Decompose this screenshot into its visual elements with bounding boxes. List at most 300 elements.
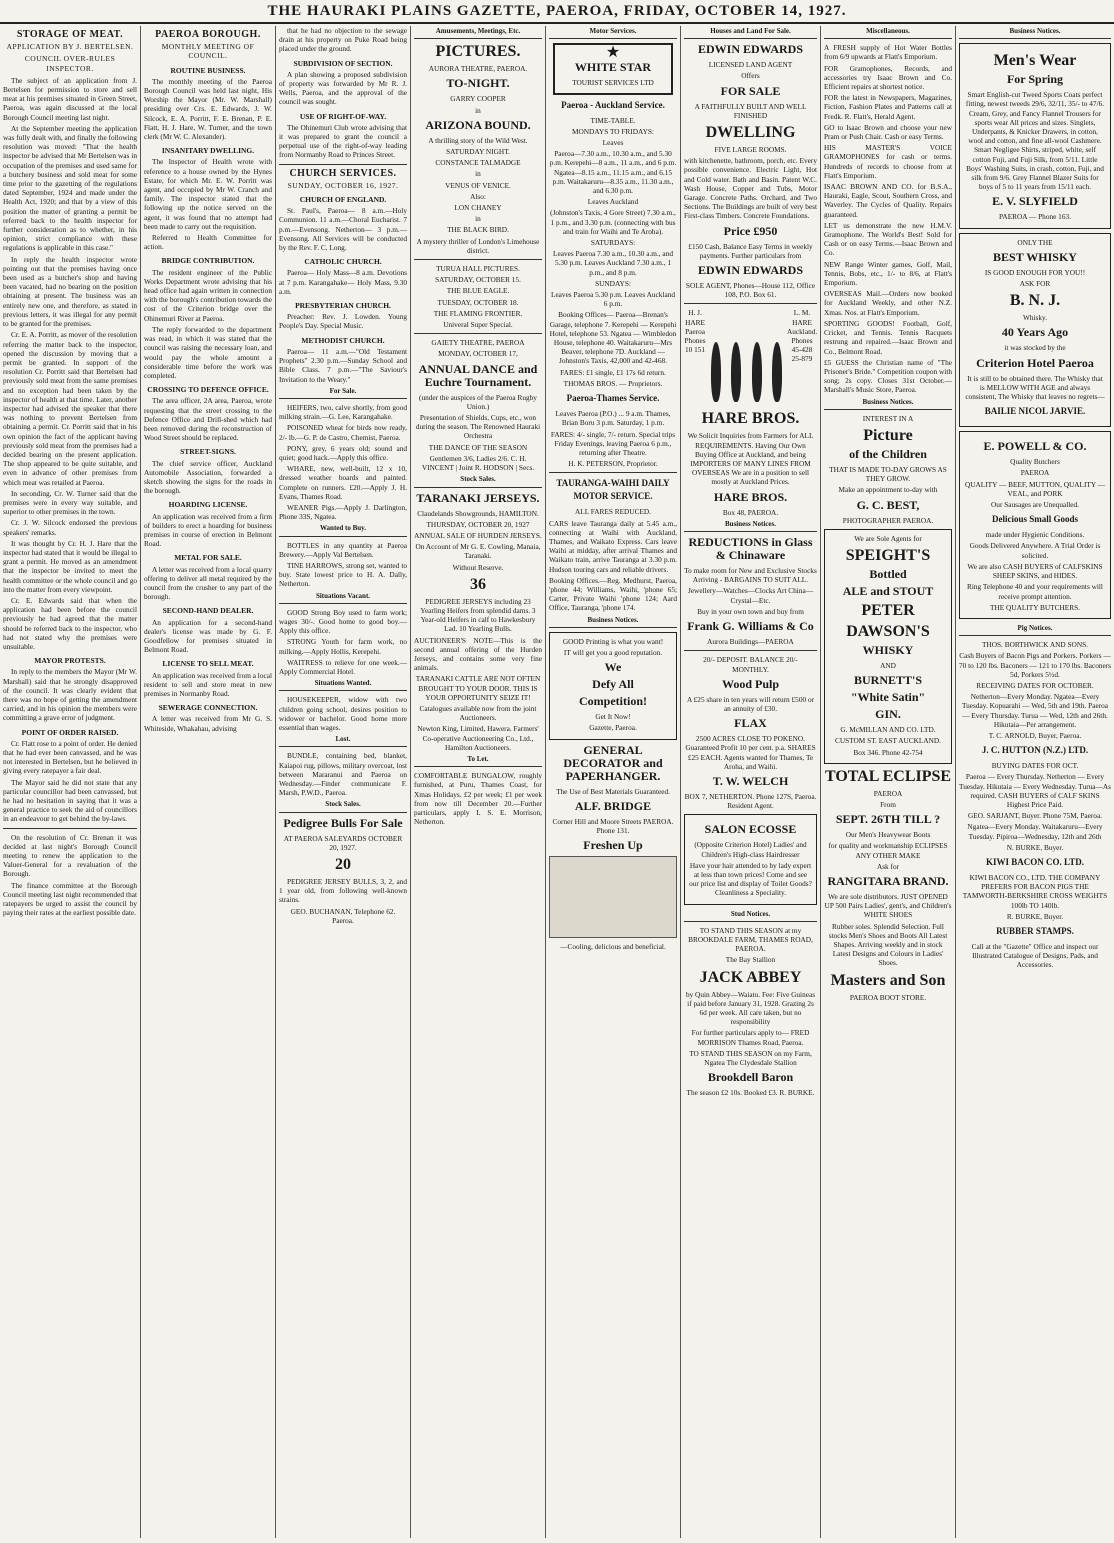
white-satin: "White Satin" (850, 690, 926, 705)
borthwick: THOS. BORTHWICK AND SONS. (982, 640, 1088, 650)
classified-ad: GOOD Strong Boy used to farm work; wages 30/-. Good home to good boy.—Apply this office. (279, 607, 407, 636)
ale-stout: ALE and STOUT (842, 583, 934, 598)
ask-for: ASK FOR (1019, 279, 1051, 289)
buy-local: Buy in your own town and buy from (697, 606, 804, 616)
sarjant: GEO. SARJANT, Buyer. Phone 75M, Paeroa. (967, 811, 1103, 821)
times: (Johnston's Taxis, 4 Gore Street) 7.30 a.m., 1 p.m., and 3.30 p.m. (connecting with bus and train for Waihi and Te Aroha). (550, 208, 676, 236)
event-title: ANNUAL DANCE and Euchre Tournament. (418, 361, 538, 389)
article-title: PAEROA BOROUGH. (155, 29, 261, 40)
column-heading: Pig Notices. (959, 623, 1111, 636)
rubber-body: Rubber soles. Splendid Selection. Full stocks Men's Shoes and Boots All Latest Shapes. Arriving weekly and in stock Latest Designs and Colours in Ladies' Shoes. (828, 921, 948, 968)
classified-ad: HOUSEKEEPER, widow with two children going school, desires position to widower or bachelor. Good home more essential than wages. (279, 695, 407, 732)
appointment: Make an appointment to-day with (838, 485, 938, 495)
burke-body: Ngatea—Every Monday. Waitakaruru—Every Tuesday. Pipiroa—Wednesday, 12th and 26th (967, 822, 1103, 841)
days: SATURDAYS: (590, 238, 636, 248)
burnetts: BURNETT'S (853, 673, 923, 688)
bailie-nicol-jarvie: BAILIE NICOL JARVIE. (984, 406, 1086, 417)
stallion: The Bay Stallion (725, 955, 776, 965)
criterion-hotel: Criterion Hotel Paeroa (976, 355, 1094, 370)
eclipse-town: PAEROA (873, 788, 903, 798)
column-heading: Business Notices. (959, 26, 1111, 39)
deposit: 20/- DEPOSIT. BALANCE 20/- MONTHLY. (703, 655, 798, 674)
arnold: T. C. ARNOLD, Buyer, Paeroa. (988, 730, 1082, 740)
salon-sub: (Opposite Criterion Hotel) Ladies' and Children's High-class Hairdresser (694, 840, 807, 859)
for-spring: For Spring (1006, 72, 1064, 87)
proprietors: H. K. PETERSON, Proprietor. (568, 459, 658, 469)
church-schedule: Preacher: Rev. J. Lowden. Young People's Day. Special Music. (279, 312, 407, 331)
paragraph: The resident engineer of the Public Works Department wrote advising that his head office had again written in connection with the borough's contribution towards the cost of the Criterion bridge over the Ohinemuri River at Paeroa. (144, 267, 272, 323)
hare-phones: H. J. HARE Paeroa Phones 10 151 (684, 308, 706, 355)
bulls-count: 20 (335, 856, 351, 874)
paragraph: The Inspector of Health wrote with reference to a house owned by the Hynes Estate, for which Mr. E. W. Porritt was agent, and occupied by Mr W. Cranch and family. The inspector stated that the following up the notice served on the agent, it was found that no attempt had been made to carry out the requisition. (144, 157, 272, 231)
distributor-address: CUSTOM ST. EAST AUCKLAND. (834, 736, 942, 746)
leaves: Leaves (602, 138, 624, 148)
decorator-title: GENERAL DECORATOR and PAPERHANGER. (563, 742, 663, 783)
film-title: THE FLAMING FRONTIER. (433, 308, 523, 318)
kiwi-bacon: KIWI BACON CO. LTD. (986, 856, 1084, 867)
church-schedule: Paeroa— 11 a.m.—"Old Testament Prophets" 2.30 p.m.—Sunday School and Bible Class. 7 p.m.—"The Saviour's Invitation to the Weary." (279, 346, 407, 384)
masthead: THE HAURAKI PLAINS GAZETTE, PAEROA, FRIDAY, OCTOBER 14, 1927. (0, 0, 1114, 24)
classified-ad: PONY, grey, 6 years old; sound and quiet; good hack.—Apply this office. (279, 443, 407, 462)
divider (279, 164, 407, 165)
of-the-children: of the Children (849, 446, 927, 461)
divider (3, 828, 137, 829)
hutton: J. C. HUTTON (N.Z.) LTD. (981, 745, 1089, 756)
hare-body: We Solicit Inquiries from Farmers for ALL REQUIREMENTS. Having Our Own Buying Office at Auckland, and being IMPORTERS OF MANY LINES FROM OVERSEAS We are in a position to sell mostly at Auckland Prices. (687, 431, 814, 487)
paragraph: The Ohinemuri Club wrote advising that it was prepared to grant the council a perpetual use of the right-of-way leading from Normanby Road to Princes Street. (279, 122, 407, 160)
jack-abbey: JACK ABBEY (699, 968, 802, 986)
misc-ad: GO to Isaac Brown and choose your new Pram or Push Chair. Cash or easy Terms. (824, 122, 952, 142)
times: Paeroa—7.30 a.m., 10.30 a.m., and 5.30 p.m. Kerepehi—8 a.m., 11 a.m., and 6 p.m. Ngatea—8.15 a.m., 11.15 a.m., and 6.15 p.m. Waitakaruru—8.35 a.m., 11.30 a.m., and 6.30 p.m. (549, 149, 677, 196)
peter: PETER (861, 601, 915, 619)
boots-title: Our Men's Heavywear Boots (845, 830, 931, 840)
article-subtitle: APPLICATION BY J. BERTELSEN. (6, 42, 134, 52)
misc-ad: A FRESH supply of Hot Water Bottles from 6/9 upwards at Flatt's Emporium. (824, 43, 952, 62)
sale-footer: TARANAKI CATTLE ARE NOT OFTEN BROUGHT TO YOUR DOOR. THIS IS YOUR OPPORTUNITY SEIZE IT! (415, 674, 541, 702)
hare-header (684, 308, 817, 406)
gazette: Gazette, Paeroa. (589, 723, 637, 733)
classified-heading: Lost. (279, 734, 407, 747)
classified-ad: TINE HARROWS, strong set, wanted to buy. State lowest price to H. A. Dally, Netherton. (279, 560, 407, 589)
mens-wear-ad (959, 43, 1111, 228)
stud-stand: TO STAND THIS SEASON on my Farm, Ngatea The Clydesdale Stallion (689, 1048, 812, 1067)
divider (414, 333, 542, 334)
column-heading: Stud Notices. (684, 909, 817, 922)
show-date: MONDAY, OCTOBER 17, (438, 349, 518, 359)
sale-title: TARANAKI JERSEYS. (416, 490, 540, 505)
column-paeroa-borough (140, 26, 275, 1538)
divider (684, 303, 817, 304)
article-subtitle: MONTHLY MEETING OF COUNCIL. (161, 42, 255, 61)
column-heading: Business Notices. (684, 519, 817, 532)
service-title: TAURANGA-WAIHI DAILY MOTOR SERVICE. (556, 478, 670, 502)
auctioneer-note: AUCTIONEER'S NOTE—This is the second annual offering of the Hurden Jerseys, and contains some very fine animals. (414, 635, 542, 673)
flax-body: 2500 ACRES CLOSE TO POKENO. Guaranteed Profit 10 per cent. p.a. SHARES £25 EACH. Agents wanted for Thames, Te Aroha, and Waihi. (685, 734, 816, 771)
column-storage-of-meat (0, 26, 140, 1538)
frank-williams: Frank G. Williams & Co (687, 619, 814, 634)
paragraph: The area officer, 2A area, Paeroa, wrote requesting that the street crossing to the Defence Office and Drill-shed which had been removed during the reconstruction of Wood Street should be replaced. (144, 396, 272, 443)
obtained: It is still to be obtained there. The Whisky that is MELLOW WITH AGE and always consistent, The Whisky that leaves no regrets— (965, 373, 1105, 402)
classified-ad: BUNDLE, containing bed, blanket, Kaiapoi rug, pillows, military overcoat, lost between Mararanui and Paeroa on Wednesday.—Finder communicate F. Marsh, P.W.D., Paeroa. (279, 751, 407, 798)
eclipse-from: From (880, 799, 896, 809)
theatre-name: GAIETY THEATRE, PAEROA (431, 338, 525, 348)
delivered: Goods Delivered Anywhere. A Trial Order is solicited. (969, 541, 1101, 560)
bnj-whisky: Whisky. (1022, 313, 1048, 323)
fares: ALL FARES REDUCED. (574, 507, 651, 517)
jewellery: Jewellery—Watches—Clocks Art China—Crystal—Etc. (687, 586, 814, 605)
distributor: G. McMILLAN AND CO. LTD. (840, 725, 936, 735)
film-title: THE BLACK BIRD. (447, 225, 509, 235)
misc-ad: FOR the latest in Newspapers, Magazines, Fiction, Fashion Plates and Patterns call at Fredk. R. Flatt's, Herald Agent. (824, 93, 952, 121)
theatre-name: TURUA HALL PICTURES. (436, 264, 520, 274)
classified-ad: STRONG Youth for farm work, no milking.—Apply Hollis, Kerepehi. (279, 637, 407, 656)
powell: E. POWELL & CO. (983, 439, 1087, 454)
brookdell-body: The season £2 10s. Booked £3. R. BURKE. (686, 1088, 815, 1098)
misc-ad: FOR Gramophones, Records, and accessories try Isaac Brown and Co. Efficient repairs at shortest notice. (824, 63, 952, 92)
jack-abbey-body: by Quin Abbey—Waiatu. Fee: Five Guineas if paid before January 31, 1928. Grazing 2s 6d per week. All care taken, but no responsibility (685, 989, 816, 1027)
printing-line: IT will get you a good reputation. (563, 647, 663, 657)
sole-agents: We are Sole Agents for (854, 533, 922, 543)
reductions: REDUCTIONS in Glass & Chinaware (688, 535, 813, 563)
gin: GIN. (875, 707, 901, 722)
church-services-title: CHURCH SERVICES. (289, 167, 397, 179)
hare-bros-footer: HARE BROS. (713, 489, 788, 504)
paragraph: Cr. E. Edwards said that when the application had been before the council previously he had agreed that the matter should be referred back to the inspector, who had not stated why the premises were unsuitable. (3, 595, 137, 651)
only-the: ONLY THE (1017, 237, 1053, 247)
boot-store: PAEROA BOOT STORE. (849, 992, 927, 1002)
misc-ad: LET us demonstrate the new H.M.V. Gramophone. The World's Best! Sold for Cash or on easy Terms.—Isaac Brown and Co. (824, 220, 952, 258)
proprietors: THOMAS BROS. — Proprietors. (563, 378, 663, 388)
section-heading: USE OF RIGHT-OF-WAY. (299, 111, 387, 121)
price: Price £950 (723, 223, 778, 238)
defy-line: Defy All (592, 677, 634, 692)
kiwi-body: KIWI BACON CO., LTD. THE COMPANY PREFERS FOR BACON PIGS THE TAMWORTH-BERKSHIRE CROSS WEIGHTS 100lb TO 140lb. (962, 872, 1108, 910)
classified-heading: Situations Vacant. (279, 591, 407, 604)
salon-title: SALON ECOSSE (704, 822, 797, 837)
boots-body: for quality and workmanship ECLIPSES ANY OTHER MAKE (828, 841, 948, 860)
service-title: Paeroa-Thames Service. (566, 393, 660, 404)
best-whisky: BEST WHISKY (993, 249, 1077, 264)
star-name: GARRY COOPER (450, 94, 506, 104)
section-heading: BRIDGE CONTRIBUTION. (161, 256, 255, 266)
days: SUNDAYS: (595, 278, 631, 288)
rangitara-brand: RANGITARA BRAND. (827, 873, 949, 888)
also-text: Also: (470, 191, 486, 201)
sale-reserve: Without Reserve. (452, 562, 504, 572)
paragraph: Cr. J. W. Silcock endorsed the previous speakers' remarks. (3, 518, 137, 537)
masters-and-son: Masters and Son (830, 971, 946, 989)
quality-list: QUALITY — BEEF, MUTTON, QUALITY — VEAL, and PORK (964, 479, 1105, 498)
salon-ad (684, 814, 817, 904)
column-heading: Stock Sales. (414, 474, 542, 487)
article-subtitle: COUNCIL OVER-RULES INSPECTOR. (24, 54, 116, 73)
paragraph: At the September meeting the application was fully dealt with, and finally the following resolution was moved: "That the health inspector be advised that Mr Bertelsen was in occupation of the premises and used same for a butchery business and sold meat for some time prior to the gazetting of the regulations dated September, 1924 and made under the Health Act, 1920; and that by a view of this position the matter of granting a permit be referred back to the health inspector for further consideration as to whether, in his opinion, strict compliance with these regulations is applicable in this case." (3, 123, 137, 253)
classified-ad: HEIFERS, two, calve shortly, from good milking strain.—G. Lee, Karangahake. (279, 402, 407, 422)
times: Leaves Paeroa 5.30 p.m. Leaves Auckland 6 p.m. (550, 290, 675, 309)
paragraph: An application was received from a firm of builders to erect a hoarding for business premises in course of erection in Belmont Road. (144, 511, 272, 549)
defy-line: We (604, 660, 622, 675)
fares: FARES: £1 single, £1 17s 6d return. (560, 367, 666, 377)
rubber-stamps-body: Call at the "Gazette" Office and inspect our Illustrated Catalogue of Designs, Pads, and Accessories. (971, 941, 1099, 970)
event-body: Presentation of Shields, Cups, etc., won during the season. The Renowned Hauraki Orchestra (415, 413, 541, 441)
section-heading: POINT OF ORDER RAISED. (21, 727, 119, 737)
column-business-notices (955, 26, 1114, 1538)
column-houses-and-land (680, 26, 820, 1538)
paragraph: The Mayor said he did not state that any particular councillor had been canvassed, but he had no hesitation in saying that it was a general practice to seek the aid of councillors in an endeavour to get behind the by-laws. (3, 777, 137, 824)
bottled: Bottled (869, 566, 907, 581)
column-heading: Business Notices. (824, 397, 952, 410)
divider (549, 472, 677, 473)
mens-wear-body: Smart English-cut Tweed Sports Coats perfect fitting, newest tweeds 29/6, 32/11, 35/- to 47/6. Cream, Grey, and Fancy Flannel Trousers for sports wear All prices and sizes. Singlets, Underpants, & Knicker Drawers, in cotton, wool and cotton, and fine all-wool Cashmere. Smart Negligee Shirts, striped, white, self cotton Fuji, and Fuji Silk, from 5/11. Little Boys' Washing Suits, in crash, cotton, Fuji, and silk from 9/6. Grey Flannel Blazer Suits for boys of 5 to 11 years from 15/11 each. (965, 90, 1105, 192)
r-burke: R. BURKE, Buyer. (1006, 911, 1064, 921)
film-description: A mystery thriller of London's Limehouse district. (416, 236, 540, 255)
in-text: in (475, 105, 481, 115)
sausages: Our Sausages are Unequalled. (991, 500, 1079, 510)
agent-name: EDWIN EDWARDS (697, 263, 804, 278)
times: Leaves Paeroa 7.30 a.m., 10.30 a.m., and 5.30 p.m. Leaves Auckland 7.30 a.m., 1 p.m., and 8 p.m. (553, 249, 673, 277)
misc-ad: HIS MASTER'S VOICE GRAMOPHONES for cash or terms. Hundreds of records to choose from at Flatt's Emporium. (824, 143, 952, 180)
hare-phones: L. M. HARE Auckland. Phones 45-428 25-879 (787, 308, 818, 364)
printing-line: GOOD Printing is what you want! (562, 636, 664, 646)
section-heading: CROSSING TO DEFENCE OFFICE. (147, 385, 269, 395)
section-heading: SEWERAGE CONNECTION. (158, 703, 258, 713)
wood-pulp-body: A £25 share in ten years will return £500 or an annuity of £30. (686, 694, 815, 713)
paragraph: Cr. Flatt rose to a point of order. He denied that he had ever been canvassed, and he was not interested in Bertelsen, but he believed in giving every ratepayer a fair deal. (3, 738, 137, 776)
decorator-name: ALF. BRIDGE (574, 798, 652, 813)
column-miscellaneous (820, 26, 955, 1538)
star-icon: ★ (605, 44, 621, 62)
church-date: SUNDAY, OCTOBER 16, 1927. (287, 180, 399, 190)
show-date: TUESDAY, OCTOBER 18. (437, 297, 519, 307)
hare-bros-logo: HARE BROS. (701, 410, 800, 428)
photographer-name: G. C. BEST, (856, 497, 920, 512)
decorator-address: Corner Hill and Moore Streets PAEROA. Phone 131. (552, 816, 674, 835)
made-today: THAT IS MADE TO-DAY GROWS AS THEY GROW. (829, 464, 947, 484)
agent-name: EDWIN EDWARDS (697, 42, 804, 57)
sale-account: On Account of Mr G. E. Cowling, Manaia, Taranaki. (415, 542, 541, 561)
dwelling: DWELLING (705, 124, 796, 142)
paragraph: In reply to the members the Mayor (Mr W. Marshall) said that he strongly disapproved of the council. It was clearly evident that there was no hope of getting the amendment carried, and in his opinion the members were committing a grave error of judgment. (3, 667, 137, 723)
times: Leaves Paeroa (P.O.) ... 9 a.m. Thames, Brian Boru 3 p.m. Saturday, 1 p.m. (555, 409, 671, 428)
column-heading: Motor Services. (549, 26, 677, 39)
classified-heading: Stock Sales. (279, 799, 407, 812)
quality-butchers-footer: THE QUALITY BUTCHERS. (990, 602, 1080, 612)
total-eclipse: TOTAL ECLIPSE (824, 767, 952, 785)
paragraph: The reply forwarded to the department was read, in which it was stated that the council was raising the necessary loan, and would pay the whole amount a considerable time before the work was completed. (144, 324, 272, 380)
section-heading: SUBDIVISION OF SECTION. (293, 58, 393, 68)
distributor-phone: Box 346. Phone 42-754 (853, 747, 923, 757)
event-prices: Gentlemen 3/6, Ladies 2/6. C. H. VINCENT | Joint R. HODSON | Secs. (421, 453, 535, 473)
wood-pulp: Wood Pulp (721, 676, 780, 691)
stocked: it was stocked by the (1004, 343, 1066, 353)
paragraph: It was thought by Cr. H. J. Hare that the inspector had stated that it would be illegal to grant a permit. He moved as an amendment that the inspector be invited to meet the health committee or the whole council and go into the matter from every viewpoint. (3, 538, 137, 594)
section-heading: LICENSE TO SELL MEAT. (162, 659, 254, 669)
ask-for: Ask for (876, 861, 900, 871)
white-star-banner (553, 43, 673, 94)
church-name: CATHOLIC CHURCH. (304, 257, 382, 267)
brookdell-baron: Brookdell Baron (707, 1070, 794, 1085)
good-enough: IS GOOD ENOUGH FOR YOU!! (984, 267, 1086, 277)
star-name: CONSTANCE TALMADGE (435, 158, 521, 168)
column-heading: Houses and Land For Sale. (684, 26, 817, 39)
interest: INTEREST IN A (862, 413, 914, 423)
mens-wear: Men's Wear (993, 52, 1077, 70)
paragraph: An application for a second-hand dealer's license was made by G. F. Goodfellow for premises situated in Belmont Road. (144, 617, 272, 655)
speights: SPEIGHT'S (845, 546, 931, 564)
sale-date: THURSDAY, OCTOBER 20, 1927 (426, 519, 530, 529)
whisky: WHISKY (862, 642, 914, 657)
column-heading: To Let. (414, 754, 542, 767)
rubber-stamps: RUBBER STAMPS. (996, 925, 1074, 936)
agent-title: LICENSED LAND AGENT (708, 60, 793, 70)
film-title: ARIZONA BOUND. (425, 117, 531, 132)
event-tagline: THE DANCE OF THE SEASON (428, 442, 528, 452)
buying-body: Paeroa — Every Thursday. Netherton — Every Tuesday. Hikutaia — Every Wednesday. Turua—As required. CASH BUYERS of CALF SKINS Highest Price Paid. (959, 772, 1111, 809)
hare-box: Box 48, PAEROA. (722, 507, 779, 517)
quality-butchers: Quality Butchers (1010, 457, 1060, 467)
bulls-sale-footer: GEO. BUCHANAN, Telephone 62. Paeroa. (290, 906, 396, 925)
section-heading: INSANITARY DWELLING. (161, 146, 255, 156)
column-council-and-classifieds (275, 26, 410, 1538)
misc-ad: NEW Range Winter games, Golf, Mail, Tennis, Bobs, etc., 1/- to 8/6, at Flatt's Emporium. (824, 259, 952, 288)
in-text: in (475, 169, 481, 179)
days: MONDAYS TO FRIDAYS: (572, 126, 654, 136)
jack-abbey-apply: For further particulars apply to— FRED MORRISON Thames Road, Paeroa. (691, 1028, 810, 1047)
timetable: TIME-TABLE. (590, 115, 636, 125)
whisky-ad (959, 233, 1111, 428)
classified-ad: BOTTLES in any quantity at Paeroa Brewery.—Apply Val Bertelsen. (279, 540, 407, 559)
event-sponsor: (under the auspices of the Paeroa Rugby Union.) (419, 392, 537, 411)
times: CARS leave Tauranga daily at 5.45 a.m., connecting at Waihi with Auckland, Thames, and Waikato Express. Cars leave Waihi at midday, after arrival Thames and Waikato train, arrive Tauranga at 3.30 p.m. Hudson touring cars and reliable drivers. (549, 518, 677, 574)
column-heading: Miscellaneous. (824, 26, 952, 39)
classified-ad: WAITRESS to relieve for one week.—Apply Commercial Hotel. (279, 657, 407, 676)
misc-ad: SPORTING GOODS! Football, Golf, Cricket, and Tennis. Tennis Racquets restrung and repaired.—Isaac Brown and Co., Belmont Road. (824, 318, 952, 356)
freshen-sub: —Cooling, delicious and beneficial. (560, 942, 666, 952)
column-motor-services (545, 26, 680, 1538)
sale-venue: Claudelands Showgrounds, HAMILTON. (417, 508, 539, 518)
buying-dates: BUYING DATES FOR OCT. (991, 761, 1079, 771)
jersey-count: 36 (470, 575, 486, 593)
picture: Picture (863, 426, 913, 444)
frank-address: Aurora Buildings—PAEROA (707, 637, 794, 647)
theatre-name: AURORA THEATRE, PAEROA. (428, 64, 528, 74)
classified-heading: Situations Wanted. (279, 678, 407, 691)
film-description: A thrilling story of the Wild West. (428, 135, 528, 145)
paragraph: Cr. E. A. Porritt, as mover of the resolution referring the matter back to the inspector, opened the discussion by moving that a permit be granted. In support of the resolution Cr. Porritt said that Bertelsen had previously sold meat from the same premises and no exception had been taken by the inspector of health at that time. Later, another inspector had advised the speaker that there was nothing to prevent Bertelsen from obtaining a permit. Cr. Porritt said that in his own opinion the fact of the applicant having previously sold meat from the premises had a decided bearing on the present application. The shop appeared to be quite suitable, and even in advance of other premises from which meat was retailed at Paeroa. (3, 330, 137, 487)
misc-ad: £5 GUESS the Christian name of "The Prisoner's Bride." Competition coupon with song; 2s copy. Closes 31st October.—Marshall's Music Store, Paeroa. (824, 357, 952, 395)
photographer-title: PHOTOGRAPHER PAEROA. (842, 515, 934, 525)
receiving-dates: RECEIVING DATES FOR OCTOBER. (976, 680, 1094, 690)
welch: T. W. WELCH (712, 773, 789, 788)
paragraph: Referred to Health Committee for action. (144, 233, 272, 252)
rooms: FIVE LARGE ROOMS. (714, 145, 787, 155)
church-schedule: St. Paul's, Paeroa— 8 a.m.—Holy Communion. 11 a.m.—Choral Eucharist. 7 p.m.—Evensong. Netherton— 3 p.m.—Evensong. All Services will be conducted by the Rev. F. C. Long. (279, 206, 407, 253)
booking: Booking Offices— Paeroa—Brenan's Garage, telephone 7. Kerepehi — Kerepehi Hotel, telephone 53. Ngatea — Wimbledon House, telephone 40. Waitakaruru—Mrs Beaver, telephone 7D. Auckland — Johnston's Taxis, 42,000 and 42-468. (549, 310, 677, 366)
classified-ad: WEANER Pigs.—Apply J. Darlington, Phone 33S, Ngatea. (279, 502, 407, 522)
church-name: PRESBYTERIAN CHURCH. (295, 301, 391, 311)
flax: FLAX (734, 716, 767, 731)
route: Paeroa - Auckland Service. (561, 99, 665, 110)
paragraph: An application was received from a local resident to sell and store meat in new premises in Normanby Road. (144, 670, 272, 698)
ring: Ring Telephone 40 and your requirements will receive prompt attention. (967, 582, 1103, 601)
slyfield-address: PAEROA — Phone 163. (999, 212, 1071, 222)
printing-ad (549, 632, 677, 740)
sale-body: PEDIGREE JERSEYS including 23 Yearling Heifers from splendid dams. 3 Year-old Heifers in calf to Hawkesbury Lad. 10 Yearling Bulls. (420, 596, 536, 634)
receiving-body: Netherton—Every Monday. Ngatea—Every Tuesday. Kopuarahi — Wed, 5th and 19th. Paeroa — Every Thursday. Turua — Wed, 12th and 26th. Hikutaia—Per arrangement. (961, 692, 1109, 729)
section-heading: MAYOR PROTESTS. (34, 656, 106, 666)
star-name: LON CHANEY (454, 203, 502, 213)
film-title: THE BLUE EAGLE. (446, 286, 510, 296)
paragraph: The monthly meeting of the Paeroa Borough Council was held last night, His Worship the Mayor (Mr. W. Marshall) presiding over Crs. E. Edwards, J. W. Silcock, E. A. Porritt, F. E. Brenan, P. E. Flatt, H. J. Hare, W. Turner, and the town clerk (Mr W. C. Alexander). (144, 76, 272, 142)
paragraph: A letter was received from a local quarry offering to deliver all metal required by the council from the crusher to any part of the borough. (144, 564, 272, 602)
film-title: VENUS OF VENICE. (445, 180, 511, 190)
saturday-night: SATURDAY NIGHT. (446, 147, 510, 157)
offers: Offers (741, 71, 760, 81)
section-heading: SECOND-HAND DEALER. (162, 606, 254, 616)
bulls-sale-title: Pedigree Bulls For Sale (283, 815, 403, 830)
white-star-title: WHITE STAR (574, 60, 652, 75)
film-description: Univeral Super Special. (443, 320, 513, 330)
church-name: METHODIST CHURCH. (301, 335, 385, 345)
tonight: TO-NIGHT. (446, 76, 510, 91)
hygienic: made under Hygienic Conditions. (985, 530, 1085, 540)
stud-stand: TO STAND THIS SEASON at my BROOKDALE FARM, THAMES ROAD, PAEROA. (688, 925, 813, 954)
paragraph: A plan showing a proposed subdivision of property was forwarded by Mr R. J. Wells, Paeroa, and the approval of the council was sought. (279, 69, 407, 107)
butchers-ad (959, 431, 1111, 619)
house-description: with kitchenette, bathroom, porch, etc. Every possible convenience. Electric Light, Hot and Cold water. Bath and Basin. Patent W.C. Wash House, Copper and Tubs, Motor Garage. Concrete Paths. Orchard, and Two Sections. The Buildings are built of very best First-class Timbers. Concrete Foundations. (684, 156, 817, 221)
article-title: STORAGE OF MEAT. (16, 29, 124, 40)
classified-heading: Wanted to Buy. (279, 523, 407, 536)
paragraph: The chief service officer, Auckland Automobile Association, forwarded a sketch showing the signs for the roads in the borough. (144, 458, 272, 496)
fruit-juice-illustration (549, 856, 677, 938)
catalogues: Catalogues available now from the joint Auctioneers. (419, 703, 537, 723)
classified-ad: POISONED wheat for birds now ready, 2/- lb.—G. P. de Castro, Chemist, Paeroa. (279, 423, 407, 442)
paragraph: The finance committee at the Borough Council meeting last night recommended that ratepayers be urged to assist the council by paying their rates at the earliest possible date. (3, 880, 137, 918)
eclipse-date: SEPT. 26TH TILL ? (835, 812, 941, 827)
welch-address: BOX 7, NETHERTON. Phone 127S, Paeroa. Resident Agent. (684, 791, 817, 811)
butchers-town: PAEROA (1020, 468, 1050, 478)
for-sale: FOR SALE (720, 83, 781, 98)
small-goods: Delicious Small Goods (991, 514, 1078, 525)
misc-ad: ISAAC BROWN AND CO. for B.S.A., Hauraki, Eagle, Scout, Southern Cross, and Waverley. The Cycles of Quality. Repairs guaranteed. (824, 182, 952, 219)
borthwick-body: Cash Buyers of Bacon Pigs and Porkers. Porkers — 70 to 120 lbs. Baconers — 121 to 170 lbs. Baconers 5d, Porkers 5½d. (959, 651, 1112, 679)
for-sale-sub: A FAITHFULLY BUILT AND WELL FINISHED (694, 101, 807, 120)
in-text: in (475, 214, 481, 224)
section-heading: METAL FOR SALE. (174, 553, 242, 563)
paragraph: In seconding, Cr. W. Turner said that the premises were in every way suitable, and superior to other premises in the town. (3, 488, 137, 517)
column-amusements (410, 26, 545, 1538)
booking: Booking Offices.—Reg. Medhurst, Paeroa, 'phone 44; Williams, Waihi, 'phone 65; Carter, Private Waihi 'phone 124; Aard Office, Tauranga, 'phone 174. (549, 575, 677, 613)
church-name: CHURCH OF ENGLAND. (299, 195, 387, 205)
paragraph: On the resolution of Cr. Brenan it was decided at last night's Borough Council meeting to renew the application to the Valuer-General for a revaluation of the Borough. (3, 832, 137, 879)
dawsons: DAWSON'S (846, 622, 930, 640)
section-heading: STREET-SIGNS. (180, 447, 236, 457)
show-date: SATURDAY, OCTOBER 15. (435, 275, 521, 285)
classified-ad: WHARE, new, well-built, 12 x 10, dressed weather boards and painted. Complete on runners. £20.—Apply J. H. Evans, Thames Road. (279, 464, 407, 501)
rabbit-icon (706, 312, 787, 402)
decorator-sub: The Use of Best Materials Guaranteed. (556, 786, 670, 796)
auctioneers: Newton King, Limited, Hawera. Farmers' Co-operative Auctioneering Co., Ltd., Hamilton Auctioneers. (417, 724, 539, 752)
bulls-sale-body: PEDIGREE JERSEY BULLS, 3, 2, and 1 year old, from following well-known strains. (279, 877, 407, 905)
divider (414, 259, 542, 260)
sole-agent: SOLE AGENT, Phones—House 112, Office 108, P.O. Box 61. (685, 281, 816, 300)
cash-buyers: We are also CASH BUYERS of CALFSKINS SHEEP SKINS, and HIDES. (967, 561, 1103, 581)
slyfield: E. V. SLYFIELD (992, 194, 1078, 209)
freshen-up: Freshen Up (583, 838, 643, 853)
bnj: B. N. J. (1009, 292, 1061, 310)
section-heading: HOARDING LICENSE. (168, 500, 248, 510)
paragraph: In reply the health inspector wrote pointing out that the premises having once been used as a butcher's shop and having been vacated, had no bearing on the position obtaining at present. The business was an entirely new one, and therefore, as stated in previous letters, it was illegal for any permit to be granted for the premises. (3, 254, 137, 329)
